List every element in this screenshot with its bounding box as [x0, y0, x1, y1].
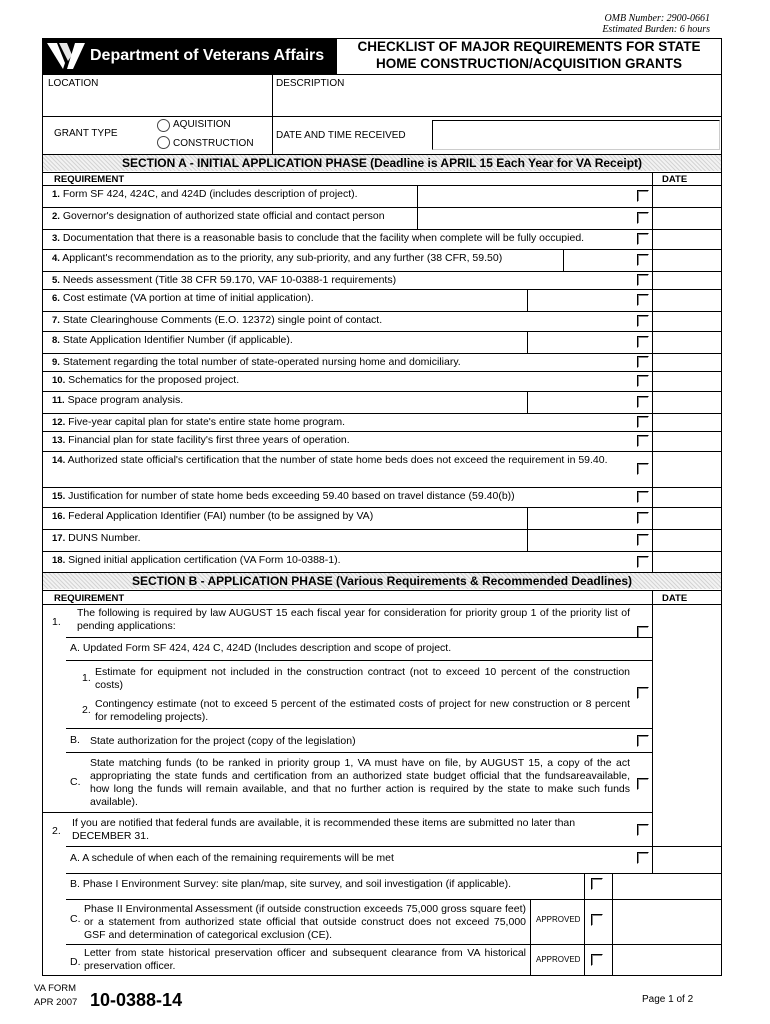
- section-a-row-text: [52, 292, 652, 305]
- description-label: DESCRIPTION: [276, 78, 345, 89]
- section-a-row-number: 5.: [52, 275, 60, 286]
- section-a-row-checkbox[interactable]: [637, 491, 649, 503]
- section-a-row-text: [52, 416, 652, 429]
- section-a-row-text: [52, 252, 652, 265]
- section-a-row-number: 13.: [52, 435, 66, 446]
- section-a-row: [42, 353, 722, 371]
- grant-type-label: GRANT TYPE: [54, 128, 118, 139]
- section-b-date-label: DATE: [662, 593, 688, 604]
- section-a-row-label: Applicant's recommendation as to the priority, any sub-priority, and any further (38 CFR, 59.50): [62, 252, 503, 264]
- b1a-text: A. Updated Form SF 424, 424 C, 424D (Includes description and scope of project.: [70, 642, 452, 654]
- section-a-row-number: 4.: [52, 253, 60, 264]
- section-a-row-number: 10.: [52, 375, 66, 386]
- section-a-row: [42, 529, 722, 551]
- b1c-number: C.: [70, 776, 81, 788]
- section-a-row-checkbox[interactable]: [637, 356, 649, 368]
- section-a-row-number: 9.: [52, 357, 60, 368]
- section-a-row-label: Justification for number of state home beds exceeding 59.40 based on travel distance (59.40(b)): [68, 490, 515, 502]
- section-a-row-number: 6.: [52, 293, 60, 304]
- b2c-approved-label: APPROVED: [536, 915, 581, 924]
- section-a-row-number: 14.: [52, 455, 66, 466]
- title-line-1: CHECKLIST OF MAJOR REQUIREMENTS FOR STATE: [357, 39, 701, 54]
- section-a-row-label: Documentation that there is a reasonable basis to conclude that the facility when complete will be fully occupied.: [62, 232, 585, 244]
- section-a-row-checkbox[interactable]: [637, 274, 649, 286]
- section-a-row-label: DUNS Number.: [68, 532, 141, 544]
- section-a-row: [42, 487, 722, 507]
- section-a-row-number: 7.: [52, 315, 60, 326]
- section-a-row: [42, 551, 722, 572]
- b2b-text: B. Phase I Environment Survey: site plan/map, site survey, and soil investigation (if applicable).: [70, 878, 512, 890]
- b2b-checkbox[interactable]: [591, 878, 603, 890]
- footer-form-number: 10-0388-14: [90, 990, 183, 1010]
- section-a-row-checkbox[interactable]: [637, 396, 649, 408]
- section-a-row-text: [52, 394, 652, 407]
- section-a-row-text: [52, 356, 652, 369]
- agency-name: Department of Veterans Affairs: [90, 47, 325, 64]
- b1a1-text: Estimate for equipment not included in the construction contract (not to exceed 10 percent of the construction costs): [95, 666, 630, 691]
- section-a-row-checkbox[interactable]: [637, 336, 649, 348]
- section-a-row-label: Five-year capital plan for state's entire state home program.: [68, 416, 346, 428]
- section-a-row: [42, 451, 722, 487]
- section-a-row-text: [52, 334, 652, 347]
- section-a-row-number: 8.: [52, 335, 60, 346]
- section-a-row-label: Statement regarding the total number of state-operated nursing home and domiciliary.: [62, 356, 461, 368]
- section-a-row-label: Needs assessment (Title 38 CFR 59.170, VAF 10-0388-1 requirements): [62, 274, 397, 286]
- section-a-row-checkbox[interactable]: [637, 375, 649, 387]
- section-a-row-checkbox[interactable]: [637, 556, 649, 568]
- b1b-number: B.: [70, 734, 80, 746]
- section-a-row-checkbox[interactable]: [637, 463, 649, 475]
- section-a-row-text: [52, 434, 652, 447]
- section-a-row-number: 2.: [52, 211, 60, 222]
- section-a-row-number: 17.: [52, 533, 66, 544]
- b1a2-text: Contingency estimate (not to exceed 5 percent of the estimated costs of project for new construction or 8 percent for remodeling projects).: [95, 698, 630, 723]
- b2c-text: Phase II Environmental Assessment (if outside construction exceeds 75,000 gross square feet) or a statement from authorized state official that outside construct does not exceed 75,000 GSF and determination of categorical exclusion (CE).: [84, 903, 526, 941]
- va-logo-icon: [46, 41, 86, 71]
- b2-number: 2.: [52, 825, 61, 837]
- construction-radio[interactable]: [157, 136, 170, 149]
- section-a-row: [42, 289, 722, 311]
- section-a-row-checkbox[interactable]: [637, 254, 649, 266]
- section-b-requirement-label: REQUIREMENT: [54, 593, 125, 604]
- section-a-row-label: Schematics for the proposed project.: [68, 374, 240, 386]
- omb-burden: Estimated Burden: 6 hours: [602, 24, 710, 35]
- b2d-checkbox[interactable]: [591, 954, 603, 966]
- footer-date: APR 2007: [34, 997, 78, 1008]
- b2-text: If you are notified that federal funds are available, it is recommended these items are submitted no later than DECEMBER 31.: [72, 817, 576, 842]
- section-a-row-label: Federal Application Identifier (FAI) number (to be assigned by VA): [68, 510, 374, 522]
- section-a-row-number: 3.: [52, 233, 60, 244]
- b2d-number: D.: [70, 956, 81, 968]
- section-a-row-text: [52, 274, 652, 287]
- section-a-date-label: DATE: [662, 174, 688, 185]
- b1a-checkbox[interactable]: [637, 687, 649, 699]
- section-a-row-checkbox[interactable]: [637, 190, 649, 202]
- b2a-checkbox[interactable]: [637, 852, 649, 864]
- section-a-row-checkbox[interactable]: [637, 435, 649, 447]
- section-a-row-text: [52, 454, 627, 467]
- section-a-row-label: Form SF 424, 424C, and 424D (includes description of project).: [62, 188, 358, 200]
- section-a-row: [42, 431, 722, 451]
- section-a-row-label: Governor's designation of authorized state official and contact person: [62, 210, 385, 222]
- omb-info: [560, 13, 710, 35]
- b1c-text: State matching funds (to be ranked in priority group 1, VA must have on file, by AUGUST 15, a copy of the act appropriating the state funds and certification from an authorized state budget official that the fundsareavailable, how long the funds will remain available, and that no further action is required by the state to make such funds available).: [90, 757, 630, 808]
- section-a-row-checkbox[interactable]: [637, 212, 649, 224]
- section-a-row-text: [52, 554, 652, 567]
- b1a2-number: 2.: [82, 704, 91, 716]
- footer-va-form: VA FORM: [34, 983, 77, 994]
- section-a-row: [42, 507, 722, 529]
- b1b-text: State authorization for the project (copy of the legislation): [90, 735, 356, 747]
- title-line-2: HOME CONSTRUCTION/ACQUISITION GRANTS: [376, 56, 682, 71]
- construction-label: CONSTRUCTION: [173, 138, 254, 149]
- section-a-row-number: 18.: [52, 555, 66, 566]
- b1a1-number: 1.: [82, 672, 91, 684]
- omb-number: OMB Number: 2900-0661: [604, 13, 710, 24]
- b2-checkbox[interactable]: [637, 824, 649, 836]
- section-a-row-number: 12.: [52, 417, 66, 428]
- b1c-checkbox[interactable]: [637, 778, 649, 790]
- b1-text: The following is required by law AUGUST 15 each fiscal year for consideration for priority group 1 of the priority list of pending applications:: [77, 607, 630, 632]
- section-a-row: [42, 311, 722, 331]
- section-a-row-number: 16.: [52, 511, 66, 522]
- acquisition-radio[interactable]: [157, 119, 170, 132]
- section-a-row: [42, 185, 722, 207]
- section-a-row: [42, 207, 722, 229]
- section-a-row-text: [52, 314, 652, 327]
- section-a-row-label: Space program analysis.: [67, 394, 184, 406]
- section-a-row: [42, 271, 722, 289]
- section-a-row: [42, 229, 722, 249]
- date-received-label: DATE AND TIME RECEIVED: [276, 130, 406, 141]
- acquisition-label: AQUISITION: [173, 119, 231, 130]
- section-a-row-label: Financial plan for state facility's first three years of operation.: [68, 434, 350, 446]
- section-a-row: [42, 249, 722, 271]
- section-a-row-text: [52, 188, 652, 201]
- section-a-header: SECTION A - INITIAL APPLICATION PHASE (Deadline is APRIL 15 Each Year for VA Receipt): [43, 155, 721, 171]
- section-a-row-text: [52, 510, 652, 523]
- b2d-approved-label: APPROVED: [536, 955, 581, 964]
- section-a-row-text: [52, 232, 652, 245]
- section-a-row-checkbox[interactable]: [637, 534, 649, 546]
- section-a-row-text: [52, 374, 652, 387]
- b1-number: 1.: [52, 616, 61, 628]
- section-a-row-label: State Clearinghouse Comments (E.O. 12372) single point of contact.: [62, 314, 383, 326]
- section-a-row-checkbox[interactable]: [637, 294, 649, 306]
- agency-banner: [42, 38, 336, 74]
- section-a-row: [42, 413, 722, 431]
- section-a-row-number: 1.: [52, 189, 60, 200]
- location-label: LOCATION: [48, 78, 99, 89]
- section-a-row-number: 15.: [52, 491, 66, 502]
- section-a-row-number: 11.: [52, 395, 65, 406]
- section-a-row-text: [52, 490, 652, 503]
- b2c-checkbox[interactable]: [591, 914, 603, 926]
- section-a-row-checkbox[interactable]: [637, 233, 649, 245]
- section-a-row-checkbox[interactable]: [637, 416, 649, 428]
- b2a-text: A. A schedule of when each of the remaining requirements will be met: [70, 852, 394, 864]
- footer-page: Page 1 of 2: [642, 994, 694, 1005]
- section-a-row-label: Cost estimate (VA portion at time of initial application).: [62, 292, 314, 304]
- section-a-requirement-label: REQUIREMENT: [54, 174, 125, 185]
- b1b-checkbox[interactable]: [637, 735, 649, 747]
- section-a-row: [42, 331, 722, 353]
- section-a-row-label: Authorized state official's certification that the number of state home beds does not exceed the requirement in 59.40.: [67, 454, 608, 466]
- date-received-field[interactable]: [432, 120, 720, 150]
- section-a-row-label: Signed initial application certification (VA Form 10-0388-1).: [68, 554, 341, 566]
- section-b-header: SECTION B - APPLICATION PHASE (Various Requirements & Recommended Deadlines): [43, 573, 721, 589]
- form-title: [336, 38, 722, 72]
- section-a-row-checkbox[interactable]: [637, 315, 649, 327]
- footer-form-label: [34, 982, 77, 1010]
- section-a-row: [42, 371, 722, 391]
- section-a-row: [42, 391, 722, 413]
- section-a-row-checkbox[interactable]: [637, 512, 649, 524]
- section-a-row-text: [52, 210, 652, 223]
- section-a-row-text: [52, 532, 652, 545]
- section-a-row-label: State Application Identifier Number (if applicable).: [62, 334, 293, 346]
- b2d-text: Letter from state historical preservation officer and subsequent clearance from VA historical preservation officer.: [84, 947, 526, 972]
- b2c-number: C.: [70, 913, 81, 925]
